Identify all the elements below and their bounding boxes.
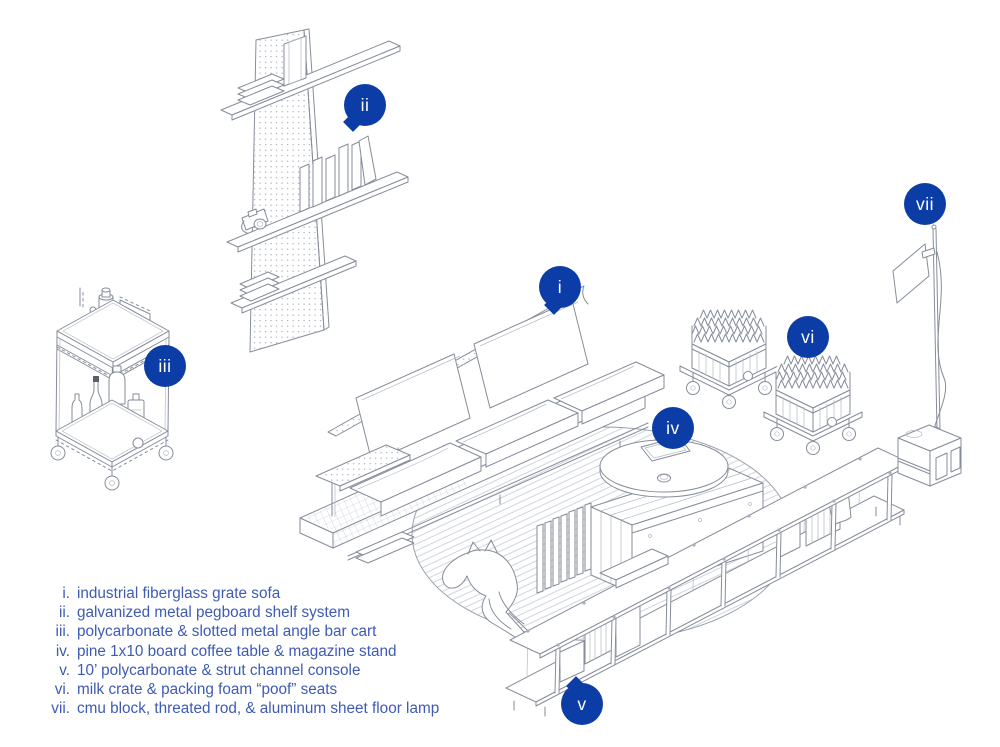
floor-lamp-illustration bbox=[893, 225, 961, 486]
legend-text: cmu block, threated rod, & aluminum sheet floor lamp bbox=[77, 700, 440, 718]
legend-text: milk crate & packing foam “poof” seats bbox=[77, 681, 338, 699]
legend-text: industrial fiberglass grate sofa bbox=[77, 585, 281, 602]
pin-numeral: ii bbox=[360, 94, 370, 115]
legend-text: galvanized metal pegboard shelf system bbox=[77, 604, 350, 622]
legend-text: 10’ polycarbonate & strut channel console bbox=[77, 661, 361, 679]
label-pin-iii[interactable] bbox=[144, 345, 186, 387]
legend-item-i bbox=[34, 584, 439, 603]
pin-numeral: iii bbox=[158, 355, 172, 376]
bar-cart-illustration bbox=[51, 288, 173, 490]
cmu-block bbox=[898, 425, 961, 486]
legend-item-iv bbox=[34, 642, 439, 661]
label-pin-i[interactable] bbox=[539, 266, 581, 308]
legend-numeral: iii. bbox=[55, 623, 70, 641]
label-pin-iv[interactable] bbox=[652, 407, 694, 449]
label-pin-v[interactable] bbox=[561, 683, 603, 725]
legend-text: pine 1x10 board coffee table & magazine stand bbox=[77, 642, 397, 660]
legend-numeral: ii. bbox=[58, 604, 70, 622]
legend-numeral: i. bbox=[62, 585, 70, 602]
legend-numeral: vii. bbox=[51, 700, 70, 718]
pin-numeral: i bbox=[557, 276, 563, 297]
legend bbox=[34, 584, 439, 718]
legend-text: polycarbonate & slotted metal angle bar cart bbox=[77, 623, 377, 641]
poof-seat-illustration-2 bbox=[764, 356, 862, 455]
pin-numeral: v bbox=[577, 693, 587, 714]
legend-numeral: iv. bbox=[55, 642, 70, 660]
pin-numeral: iv bbox=[666, 417, 680, 438]
legend-item-v bbox=[34, 661, 439, 680]
poof-seat-illustration bbox=[680, 310, 778, 409]
pin-numeral: vii bbox=[915, 193, 935, 214]
legend-item-vi bbox=[34, 680, 439, 699]
legend-numeral: v. bbox=[59, 661, 70, 679]
label-pin-vii[interactable] bbox=[904, 183, 946, 225]
label-pin-ii[interactable] bbox=[344, 84, 386, 126]
legend-item-ii bbox=[34, 603, 439, 622]
label-pin-vi[interactable] bbox=[787, 316, 829, 358]
legend-item-iii bbox=[34, 622, 439, 641]
pegboard-shelf-illustration bbox=[221, 29, 408, 352]
legend-item-vii bbox=[34, 699, 439, 718]
pin-numeral: vi bbox=[801, 326, 815, 347]
legend-numeral: vi. bbox=[54, 681, 70, 699]
